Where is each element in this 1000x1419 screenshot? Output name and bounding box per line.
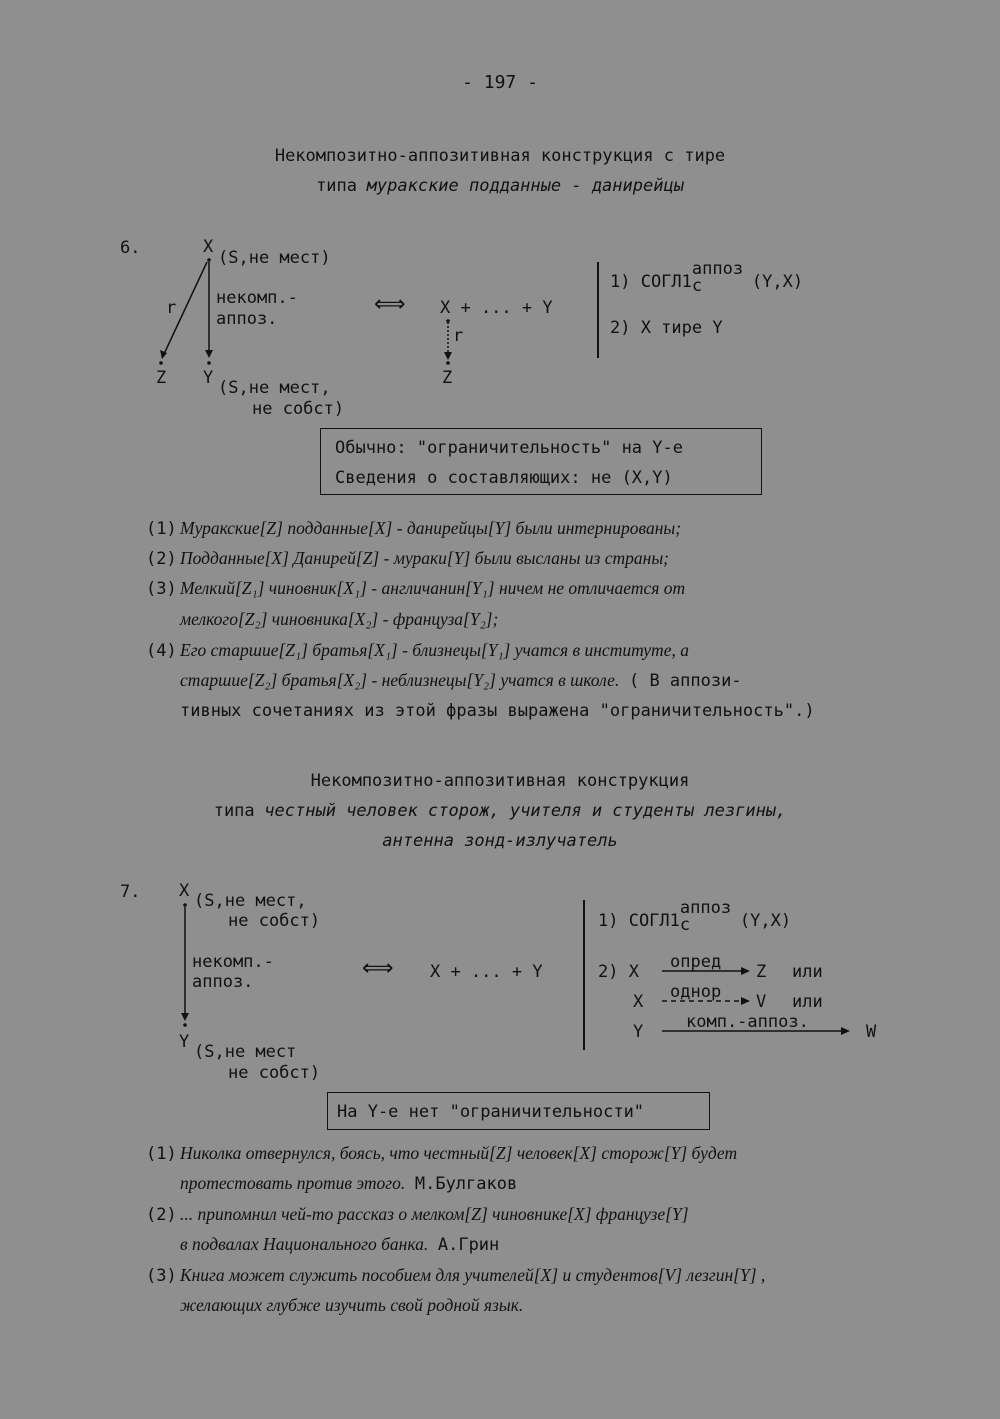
node-y-features-line2: не собст) [252,399,345,419]
rule-2-or: или [792,962,823,982]
example-number: (2) [146,1205,177,1225]
linear-order: X + ... + Y [440,298,553,318]
rule-1-args: (Y,X) [739,911,792,931]
rule-1-superscript: аппоз [679,898,732,918]
node-x-features: (S,не мест) [218,248,331,268]
relation-label-line2: аппоз. [216,309,278,329]
example-text: Книга может служить пособием для учителей[X] и студентов[V] лезгин[Y] , [180,1265,766,1285]
rule-4-target: W [866,1022,877,1042]
example-text: Подданные[X] Данирей[Z] - мураки[Y] были высланы из страны; [180,548,670,568]
example-number: (3) [146,579,177,599]
edge-r-label: r [166,298,177,318]
section6-heading: Некомпозитно-аппозитивная конструкция с тире [274,146,726,166]
section7-number: 7. [120,882,141,902]
rule-2: 2) X тире Y [610,318,723,338]
rule-3-label: однор [670,982,722,1002]
relation-label-line2: аппоз. [192,972,254,992]
linear-r-label: r [453,326,464,346]
rule-2-prefix: 2) X [598,962,639,982]
rule-1 [598,898,792,935]
rules-divider [583,900,585,1050]
example-text: Мелкий[Z₁] чиновник[X₁] - англичанин[Y₁] ничем не отличается от [180,578,686,598]
page-number: - 197 - [462,72,538,93]
example-text: мелкого[Z₂] чиновника[X₂] - француза[Y₂]; [180,609,499,629]
rule-3-prefix: X [633,992,644,1012]
section7-heading-prefix: типа [213,801,255,821]
example-text: Николка отвернулся, боясь, что честный[Z] человек[X] сторож[Y] будет [180,1143,738,1163]
rule-2-target: Z [756,962,767,982]
example-number: (1) [146,1144,177,1164]
rule-2-label: опред [670,952,722,972]
equivalence-arrow: ⟺ [374,292,406,317]
example-text: в подвалах Национального банка. [180,1234,429,1254]
node-x: X [203,237,214,257]
section7-heading-example-line2: антенна зонд-излучатель [382,831,618,851]
section7-heading-example: честный человек сторож, учителя и студенты лезгины, [264,801,787,821]
node-z: Z [156,368,167,388]
rule-1-name: 1) СОГЛ1 [598,911,680,931]
rule-1-subscript: с [679,915,691,935]
rule-1-superscript: аппоз [691,259,744,279]
rule-1-name: 1) СОГЛ1 [610,272,692,292]
node-y-features-line2: не собст) [228,1063,321,1083]
example-text: Его старшие[Z₁] братья[X₁] - близнецы[Y₁] учатся в институте, а [180,640,689,660]
section6-heading-example: муракские подданные - данирейцы [366,176,684,196]
example-comment-continued: тивных сочетаниях из этой фразы выражена "ограничительность".) [180,701,815,721]
example-text-line [180,1173,517,1194]
example-author: М.Булгаков [414,1174,518,1194]
section7-note: На Y-е нет "ограничительности" [337,1102,645,1122]
section6-note-line1: Обычно: "ограничительность" на Y-е [335,438,683,458]
example-number: (1) [146,519,177,539]
rule-4-prefix: Y [633,1022,644,1042]
node-x-features-line1: (S,не мест, [194,891,307,911]
node-y-features-line1: (S,не мест [194,1042,297,1062]
equivalence-arrow: ⟺ [362,956,394,981]
example-text: ... припомнил чей-то рассказ о мелком[Z] чиновнике[X] французе[Y] [180,1204,689,1224]
section6-number: 6. [120,238,141,258]
rule-1-args: (Y,X) [751,272,804,292]
example-comment: ( В аппози- [628,671,742,691]
linear-node-z: Z [442,368,453,388]
node-y: Y [179,1032,190,1052]
example-number: (2) [146,549,177,569]
example-author: А.Грин [437,1235,500,1255]
example-text-line [180,1234,499,1255]
rule-4-label: комп.-аппоз. [686,1012,809,1032]
section7-heading: Некомпозитно-аппозитивная конструкция [310,771,690,791]
linear-order: X + ... + Y [430,962,543,982]
example-number: (4) [146,641,177,661]
relation-label-line1: некомп.- [216,288,298,308]
example-text: Муракские[Z] подданные[X] - данирейцы[Y] были интернированы; [180,518,682,538]
example-number: (3) [146,1266,177,1286]
section6-heading-prefix: типа [316,176,358,196]
node-y: Y [203,368,214,388]
node-x: X [179,881,190,901]
example-text: желающих глубже изучить свой родной язык. [180,1295,524,1315]
relation-label-line1: некомп.- [192,952,274,972]
example-text: старшие[Z₂] братья[X₂] - неблизнецы[Y₂] учатся в школе. [180,670,620,690]
node-y-features-line1: (S,не мест, [218,378,331,398]
node-x-features-line2: не собст) [228,911,321,931]
rule-1-subscript: с [691,276,703,296]
section6-note-line2: Сведения о составляющих: не (X,Y) [335,468,673,488]
rule-3-target: V [756,992,767,1012]
example-text: протестовать против этого. [180,1173,406,1193]
rule-3-or: или [792,992,823,1012]
